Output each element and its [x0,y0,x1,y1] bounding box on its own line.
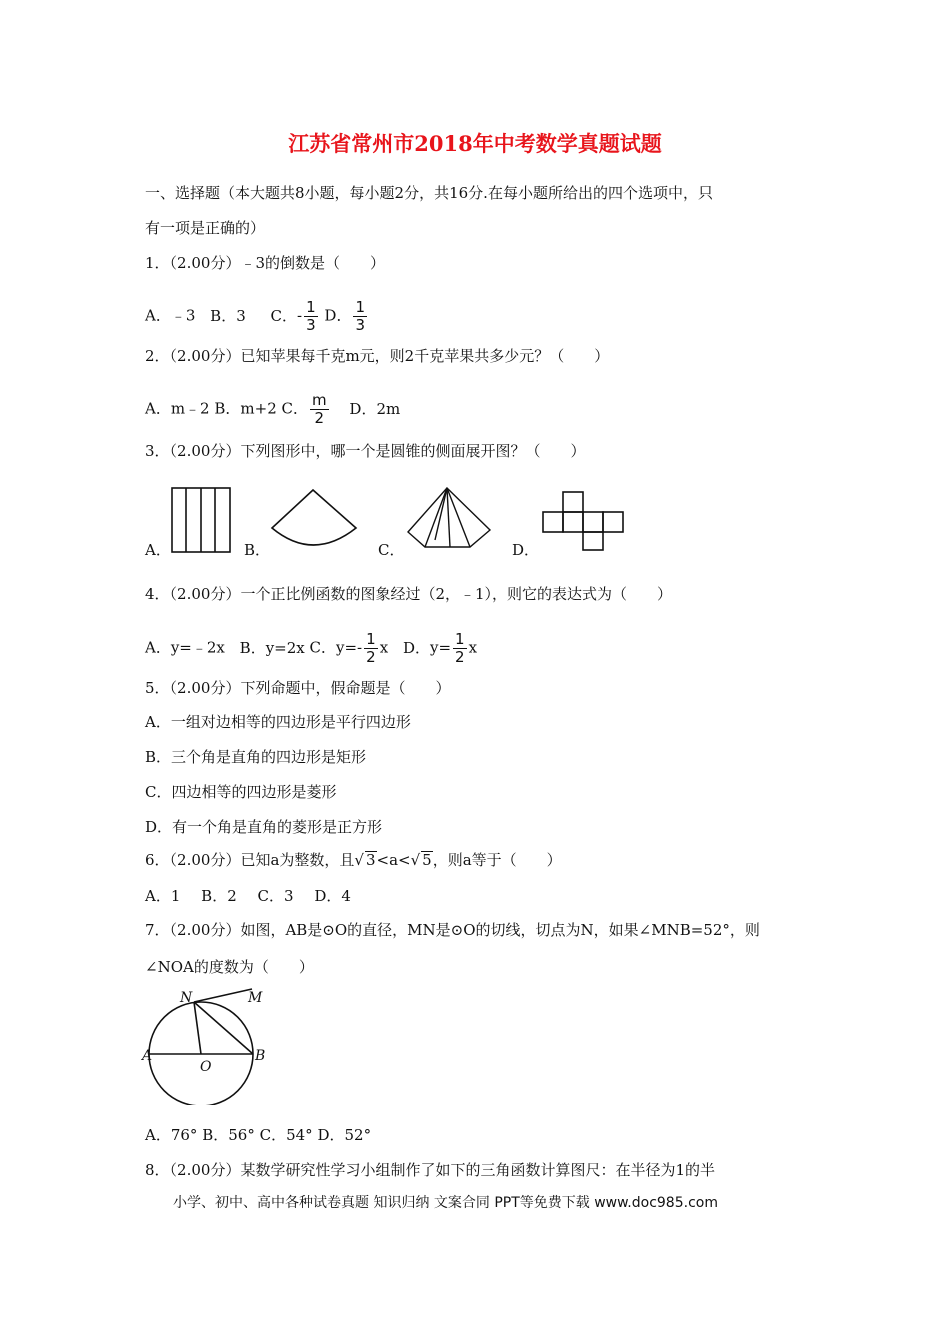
q4-opt-c-pre: y=- [336,638,363,657]
q4-opt-d-post: x [468,638,478,657]
q6-opt-c: C．3 [257,887,294,905]
q1-opt-c: C． [270,306,298,325]
q2-opt-b: B．m+2 [214,399,277,418]
q6-opt-d: D．4 [314,887,351,905]
footer-ad: 小学、初中、高中各种试卷真题 知识归纳 文案合同 PPT等免费下载 www.doc985.com [173,1195,718,1211]
section-heading-line2: 有一项是正确的） [145,219,266,237]
section-heading-line1: 一、选择题（本大题共8小题，每小题2分，共16分.在每小题所给出的四个选项中，只 [145,184,713,202]
q6-opt-b: B．2 [201,887,237,905]
q4-opt-a: A．y=﹣2x [145,638,225,657]
q6-inequality: <a< [376,851,411,869]
q1-stem: 1．（2.00分）﹣3的倒数是（ ） [145,254,385,272]
q3-figures [0,480,950,580]
q4-options [145,631,477,666]
label-m: M [248,990,263,1006]
q6-stem-post: ，则a等于（ ） [432,851,562,869]
q8-stem-line1: 8．（2.00分）某数学研究性学习小组制作了如下的三角函数计算图尺：在半径为1的半 [145,1161,715,1179]
q6-opt-a: A．1 [145,887,181,905]
q7-opt-d: D．52° [317,1126,372,1144]
q4-stem: 4．（2.00分）一个正比例函数的图象经过（2，﹣1），则它的表达式为（ ） [145,585,673,603]
q1-opt-c-fraction: $\frac{1}{3}$ [306,298,316,334]
figure-sector [272,490,356,545]
q3-stem: 3．（2.00分）下列图形中，哪一个是圆锥的侧面展开图？（ ） [145,442,586,460]
q7-opt-a: A．76° [145,1126,198,1144]
q5-opt-b: B．三个角是直角的四边形是矩形 [145,748,367,766]
q7-opt-c: C．54° [259,1126,313,1144]
q3-opt-b: B． [244,541,271,559]
q7-stem-line2: ∠NOA的度数为（ ） [145,958,314,976]
q7-circle-figure [140,985,290,1105]
tangent-mn [194,989,252,1002]
q7-options [145,1125,371,1145]
q4-opt-b: B．y=2x [239,638,305,657]
q1-opt-a: A．﹣3 [145,306,196,325]
q6-stem: 6．（2.00分）已知a为整数，且√ 3<a<√ 5，则a等于（ ） [145,851,562,869]
figure-pyramid [408,488,490,547]
q7-stem-line1: 7．（2.00分）如图，AB是⊙O的直径，MN是⊙O的切线，切点为N，如果∠MNB=52°，则 [145,921,760,939]
q3-opt-d: D． [512,541,540,559]
q6-stem-pre: 6．（2.00分）已知a为整数，且 [145,851,355,869]
q6-radicand-2: 5 [422,851,432,869]
q6-radicand-1: 3 [365,851,376,869]
q2-opt-d: D．2m [349,399,401,418]
q4-opt-d-fraction: $\frac{1}{2}$ [455,630,465,666]
figure-rectangles [172,488,230,552]
q4-opt-d-pre: y= [429,638,452,657]
q2-stem: 2．（2.00分）已知苹果每千克m元，则2千克苹果共多少元？（ ） [145,347,610,365]
label-b: B [255,1048,266,1064]
q5-opt-a: A．一组对边相等的四边形是平行四边形 [145,713,411,731]
q1-opt-b: B．3 [210,306,246,325]
q7-opt-b: B．56° [202,1126,255,1144]
q2-opt-c: C． [281,399,309,418]
q3-opt-a: A． [145,541,171,559]
label-o: O [200,1059,212,1075]
q4-opt-c-post: x [379,638,389,657]
q2-opt-c-fraction: $\frac{m}{2}$ [312,391,327,427]
label-n: N [180,990,193,1006]
segment-no [194,1002,201,1054]
q4-opt-c: C． [309,638,337,657]
segment-nb [194,1002,253,1054]
q5-opt-c: C．四边相等的四边形是菱形 [145,783,337,801]
q5-opt-d: D．有一个角是直角的菱形是正方形 [145,818,383,836]
q1-opt-d-fraction: $\frac{1}{3}$ [355,298,365,334]
label-a: A [142,1048,153,1064]
q6-options [145,886,351,906]
q1-opt-c-sign: - [297,306,303,325]
q1-options [145,299,369,334]
q1-opt-d: D． [324,306,352,325]
q4-opt-d: D． [402,638,430,657]
figure-cube-net [543,492,623,550]
q2-options [145,392,400,427]
q3-opt-c: C． [378,541,405,559]
q4-opt-c-fraction: $\frac{1}{2}$ [366,630,376,666]
page-title: 江苏省常州市2018年中考数学真题试题 [288,131,662,156]
q2-opt-a: A．m﹣2 [145,399,210,418]
q5-stem: 5．（2.00分）下列命题中，假命题是（ ） [145,679,451,697]
